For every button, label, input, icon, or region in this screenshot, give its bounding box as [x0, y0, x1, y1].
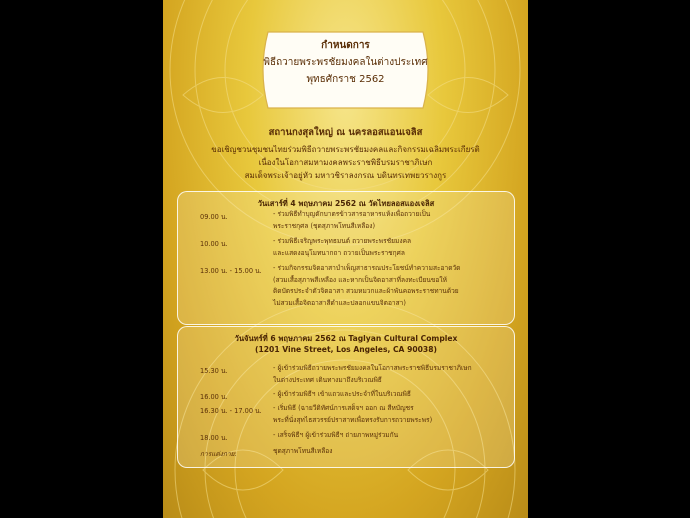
day1-time-3: 13.00 น. - 15.00 น. — [200, 267, 262, 275]
desc-line: ติดบัตรประจำตัวจิตอาสา สวมหมวกและผ้าพันคอพระราชทานด้วย — [273, 287, 459, 295]
desc-line: ในต่างประเทศ เดินทางมาถึงบริเวณพิธี — [273, 375, 382, 384]
day2-address: (1201 Vine Street, Los Angeles, CA 90038) — [255, 345, 437, 354]
invitation-line-3: สมเด็จพระเจ้าอยู่หัว มหาวชิราลงกรณ บดินทรเทพยวรางกูร — [244, 171, 447, 180]
day2-desc-3 — [273, 403, 508, 426]
day2-time-4: 18.00 น. — [200, 434, 228, 442]
day1-schedule-panel — [177, 191, 515, 325]
day2-time-1: 15.30 น. — [200, 367, 228, 375]
desc-line: ชุดสุภาพโทนสีเหลือง — [273, 447, 333, 455]
day2-time-2: 16.00 น. — [200, 393, 228, 401]
day2-desc-2 — [273, 389, 508, 401]
day1-title: วันเสาร์ที่ 4 พฤษภาคม 2562 ณ วัดไทยลอสแองเจลิส — [257, 199, 435, 208]
desc-line: พระที่นั่งสุทไธสวรรย์ปราสาทเพื่อทรงรับการถวายพระพร) — [273, 415, 433, 424]
desc-line: - ร่วมพิธีทำบุญตักบาตรข้าวสารอาหารแห้งเพื่อถวายเป็น — [273, 210, 431, 218]
day1-time-2: 10.00 น. — [200, 240, 228, 248]
day2-time-3: 16.30 น. - 17.00 น. — [200, 407, 262, 415]
day1-desc-3 — [273, 263, 508, 309]
desc-line: - เสร็จพิธีฯ ผู้เข้าร่วมพิธีฯ ถ่ายภาพหมู่ร่วมกัน — [273, 431, 399, 439]
header-year: พุทธศักราช 2562 — [306, 74, 385, 85]
desc-line: - ผู้เข้าร่วมพิธีถวายพระพรชัยมงคลในโอกาสพระราชพิธีบรมราชาภิเษก — [273, 364, 472, 372]
desc-line: ไม่สวมเสื้อจิตอาสาสีดำและปลอกแขนจิตอาสา) — [273, 298, 406, 307]
day2-desc-4 — [273, 430, 508, 442]
desc-line: พระราชกุศล (ชุดสุภาพโทนสีเหลือง) — [273, 221, 376, 230]
invitation-poster — [163, 0, 528, 518]
header-subtitle: พิธีถวายพระพรชัยมงคลในต่างประเทศ — [263, 57, 428, 68]
day1-time-1: 09.00 น. — [200, 213, 228, 221]
desc-line: - ร่วมพิธีเจริญพระพุทธมนต์ ถวายพระพรชัยมงคล — [273, 237, 412, 245]
desc-line: - เริ่มพิธี (ฉายวีดิทัศน์การเสด็จฯ ออก ณ สีหบัญชร — [273, 404, 414, 412]
dress-code-label: การแต่งกาย: — [200, 450, 237, 458]
day2-desc-1 — [273, 363, 508, 386]
invitation-line-2: เนื่องในโอกาสมหามงคลพระราชพิธีบรมราชาภิเษก — [258, 158, 433, 167]
desc-line: (สวมเสื้อสุภาพสีเหลือง และหากเป็นจิตอาสาที่ลงทะเบียนขอให้ — [273, 275, 447, 284]
day1-desc-1 — [273, 209, 508, 232]
day1-desc-2 — [273, 236, 508, 259]
header-title: กำหนดการ — [321, 40, 370, 51]
desc-line: - ผู้เข้าร่วมพิธีฯ เข้าแถวและประจำที่ในบริเวณพิธี — [273, 390, 411, 398]
day2-schedule-panel — [177, 326, 515, 468]
venue-heading: สถานกงสุลใหญ่ ณ นครลอสแอนเจลิส — [268, 127, 423, 138]
desc-line: - ร่วมกิจกรรมจิตอาสาบำเพ็ญสาธารณประโยชน์ทำความสะอาดวัด — [273, 264, 461, 272]
desc-line: และแสดงอนุโมทนากถา ถวายเป็นพระราชกุศล — [273, 248, 405, 257]
dress-code-value — [273, 446, 508, 458]
invitation-line-1: ขอเชิญชวนชุมชนไทยร่วมพิธีถวายพระพรชัยมงคลและกิจกรรมเฉลิมพระเกียรติ — [211, 145, 480, 154]
day2-title: วันจันทร์ที่ 6 พฤษภาคม 2562 ณ Taglyan Cultural Complex — [234, 334, 458, 343]
